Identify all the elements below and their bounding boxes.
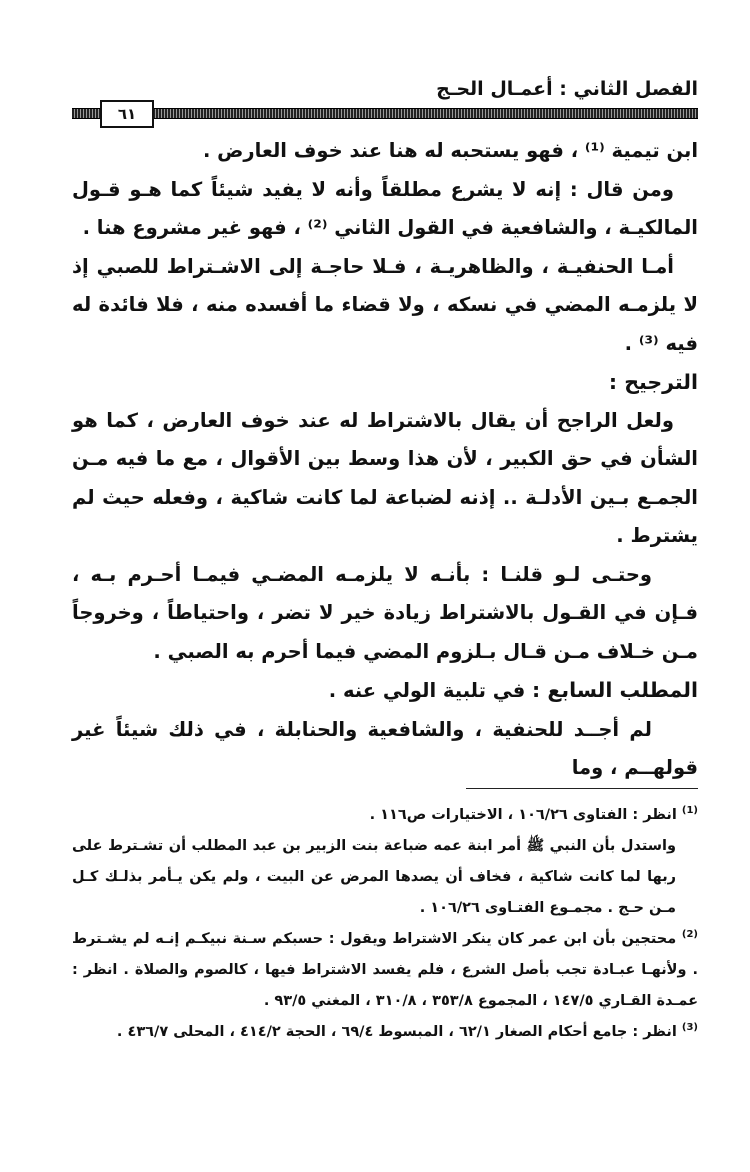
section-heading	[72, 671, 698, 711]
footnote-1	[72, 800, 698, 831]
footnote-divider	[466, 788, 698, 789]
footnote-1-text: واستدل بأن النبي ﷺ أمر ابنة عمه ضباعة بنت الزبير بن عبد المطلب أن تشـترط على ربها لما كانت شاكية ، فخاف أن يصدها المرض عن البيت ، ولم يكن يـأمر بذلـك كـل مـن حـج . مجمـوع الفتـاوى ١٠٦/٢٦ .	[72, 838, 676, 916]
footnote-3-marker: (3)	[681, 1022, 698, 1034]
paragraph-3: أمـا الحنفيـة ، والظاهريـة ، فـلا حاجـة إلى الاشـتراط للصبي إذ لا يلزمـه المضي في نسكه ، ولا قضاء ما أفسده منه ، فلا فائدة له فيه ⁽³⁾ .	[72, 254, 698, 355]
footnote-1-ref: انظر : الفتاوى ١٠٦/٢٦ ، الاختيارات ص١١٦ .	[369, 807, 677, 823]
paragraph-5: وحتـى لـو قلنـا : بأنـه لا يلزمـه المضـي فيمـا أحـرم بـه ، فـإن في القـول بالاشتراط زيادة خير لا تضر ، واحتياطاً ، وخروجاً مـن خـلاف مـن قـال بـلزوم المضي فيما أحرم به الصبي .	[72, 562, 698, 663]
section-title: في تلبية الولي عنه .	[328, 679, 526, 702]
footnote-2-marker: (2)	[681, 929, 698, 941]
footnote-3-text: انظر : جامع أحكام الصغار ٦٢/١ ، المبسوط ٦٩/٤ ، الحجة ٤١٤/٢ ، المحلى ٤٣٦/٧ .	[116, 1024, 677, 1040]
footnote-2	[72, 924, 698, 1017]
footnotes	[72, 800, 698, 1048]
paragraph-2: ومن قال : إنه لا يشرع مطلقاً وأنه لا يفيد شيئاً كما هـو قـول المالكيـة ، والشافعية في القول الثاني ⁽²⁾ ، فهو غير مشروع هنا .	[72, 177, 698, 239]
paragraph-1: ابن تيمية ⁽¹⁾ ، فهو يستحبه له هنا عند خوف العارض .	[202, 139, 698, 162]
header-rule	[72, 108, 698, 119]
footnote-3	[72, 1017, 698, 1048]
page-number: ٦١	[100, 100, 154, 128]
paragraph-4: ولعل الراجح أن يقال بالاشتراط له عند خوف العارض ، كما هو الشأن في حق الكبير ، لأن هذا وسط بين الأقوال ، مع ما فيه مـن الجمـع بـين الأدلـة .. إذنه لضباعة لما كانت شاكية ، وفعله حيث لم يشترط .	[72, 408, 698, 547]
main-text	[72, 132, 698, 788]
chapter-title: الفصل الثاني : أعمـال الحـج	[436, 78, 698, 100]
footnote-2-text: محتجين بأن ابن عمر كان ينكر الاشتراط ويقول : حسبكم سـنة نبيكـم إنـه لم يشـترط . ولأنهـا عبـادة تجب بأصل الشرع ، فلم يفسد الاشتراط فيها ، كالصوم والصلاة . انظر : عمـدة القـاري ١٤٧/٥ ، المجموع ٣٥٣/٨ ، ٣١٠/٨ ، المغني ٩٣/٥ .	[72, 931, 698, 1009]
footnote-1-marker: (1)	[681, 805, 698, 817]
section-label: المطلب السابع :	[532, 678, 698, 702]
paragraph-6: لم أجــد للحنفية ، والشافعية والحنابلة ، في ذلك شيئاً غير قولهــم ، وما	[72, 717, 698, 779]
heading-tarjih: الترجيح :	[608, 370, 698, 394]
